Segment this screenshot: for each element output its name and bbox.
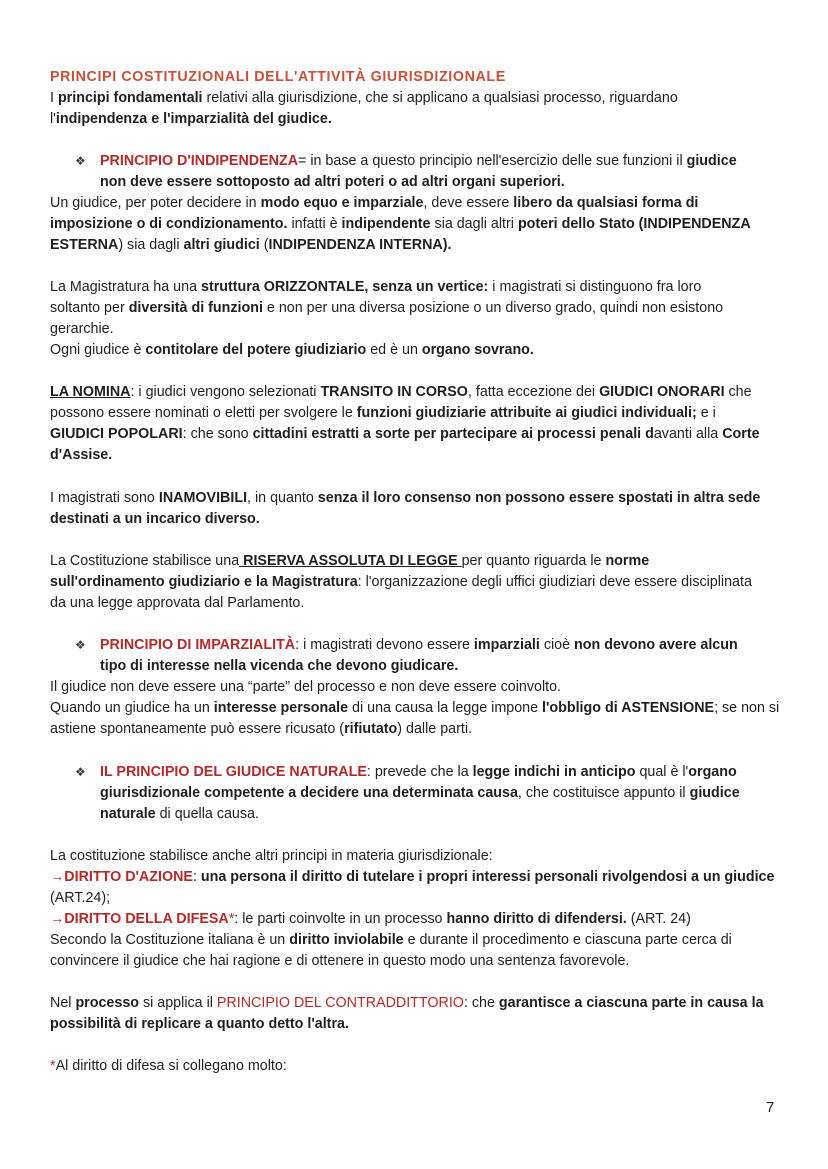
text-bold: INDIPENDENZA INTERNA). <box>268 237 452 253</box>
text: gerarchie. <box>50 321 114 337</box>
text: , in quanto <box>247 490 318 506</box>
naturale-line-3 <box>100 804 259 825</box>
text-bold: interesse personale <box>213 700 349 716</box>
page-number: 7 <box>766 1099 775 1116</box>
imparzialita-para-2 <box>50 698 779 719</box>
text-bold: altri giudici <box>183 237 260 253</box>
text: Quando un giudice ha un <box>50 700 214 716</box>
text: cioè <box>539 637 575 653</box>
nomina-line-3 <box>50 424 760 445</box>
text-bold: una persona il diritto di tutelare i propri interessi personali rivolgendosi a un giudice <box>200 869 775 885</box>
text-bold: processo <box>75 995 140 1011</box>
text: soltanto per <box>50 300 129 316</box>
text-bold: giurisdizionale competente a decidere una determinata causa <box>100 785 518 801</box>
asterisk-mark: * <box>50 1058 56 1074</box>
text-bold: norme <box>605 553 650 569</box>
text-bold: diversità di funzioni <box>128 300 263 316</box>
text: I magistrati sono <box>50 490 159 506</box>
text: possono essere nominati o eletti per svolgere le <box>50 405 357 421</box>
nomina-line-2 <box>50 403 716 424</box>
text-bold: hanno diritto di difendersi. <box>446 911 627 927</box>
text-bold: non deve essere sottoposto ad altri poteri o ad altri organi superiori. <box>100 174 565 190</box>
text-bold: Corte <box>722 426 760 442</box>
text: : l'organizzazione degli uffici giudiziari deve essere disciplinata <box>357 574 752 590</box>
diamond-bullet-icon: ❖ <box>75 154 86 168</box>
principle-heading: PRINCIPIO DI IMPARZIALITÀ <box>100 637 296 653</box>
magistratura-line-4 <box>50 340 534 361</box>
text: convincere il giudice che hai ragione e di ottenere in questo modo una sentenza favorevole. <box>50 953 630 969</box>
magistratura-line-1 <box>50 277 701 298</box>
text: l' <box>50 111 56 127</box>
text: (ART.24); <box>50 890 111 906</box>
nomina-line-1 <box>50 382 752 403</box>
text-bold: contitolare del potere giudiziario <box>145 342 367 358</box>
text-underlined: RISERVA ASSOLUTA DI LEGGE <box>239 553 462 569</box>
text-bold: giudice <box>686 153 737 169</box>
page-title: PRINCIPI COSTITUZIONALI DELL'ATTIVITÀ GIURISDIZIONALE <box>50 69 506 85</box>
text: e i <box>696 405 716 421</box>
text-bold: indipendente <box>341 216 431 232</box>
text: (ART. 24) <box>626 911 691 927</box>
riserva-line-1 <box>50 551 649 572</box>
indipendenza-line-1 <box>100 151 737 172</box>
text-bold: senza il loro consenso non possono essere spostati in altra sede <box>317 490 761 506</box>
text-bold: imparziali <box>473 637 540 653</box>
text: ; se non si <box>714 700 780 716</box>
text-bold: legge indichi in anticipo <box>472 764 636 780</box>
text-bold: garantisce a ciascuna parte in causa la <box>498 995 764 1011</box>
text: di una causa la legge impone <box>348 700 543 716</box>
text: sia dagli altri <box>430 216 518 232</box>
text: , deve essere <box>423 195 514 211</box>
text: e non per una diversa posizione o un diverso grado, quindi non esistono <box>262 300 724 316</box>
diritto-azione-line-1 <box>50 867 774 888</box>
magistratura-line-3 <box>50 319 114 340</box>
inamovibili-line-1 <box>50 488 760 509</box>
text-bold: struttura ORIZZONTALE, senza un vertice: <box>201 279 489 295</box>
text: che <box>724 384 752 400</box>
text: astiene spontaneamente può essere ricusato ( <box>50 721 345 737</box>
nomina-line-4 <box>50 445 112 466</box>
indipendenza-para-3 <box>50 235 451 256</box>
text-bold: organo <box>688 764 737 780</box>
naturale-line-1 <box>100 762 737 783</box>
text-bold: libero da qualsiasi forma di <box>513 195 699 211</box>
magistratura-line-2 <box>50 298 723 319</box>
text-bold: GIUDICI POPOLARI <box>50 426 183 442</box>
text: La Magistratura ha una <box>50 279 202 295</box>
text-bold: naturale <box>100 806 156 822</box>
text: ) sia dagli <box>118 237 184 253</box>
riserva-line-3 <box>50 593 304 614</box>
text-bold: TRANSITO IN CORSO <box>320 384 468 400</box>
contraddittorio-line-1 <box>50 993 764 1014</box>
text: = in base a questo principio nell'esercizio delle sue funzioni il <box>298 153 687 169</box>
text-bold: d'Assise. <box>50 447 113 463</box>
indipendenza-line-2 <box>100 172 565 193</box>
text: Secondo la Costituzione italiana è un <box>50 932 290 948</box>
text: e durante il procedimento e ciascuna parte cerca di <box>403 932 732 948</box>
text: avanti alla <box>653 426 723 442</box>
text: ed è un <box>366 342 422 358</box>
text-bold: non devono avere alcun <box>574 637 738 653</box>
riserva-line-2 <box>50 572 752 593</box>
diamond-bullet-icon: ❖ <box>75 638 86 652</box>
text: : le parti coinvolte in un processo <box>234 911 447 927</box>
text-bold: rifiutato <box>344 721 398 737</box>
text-bold: diritto inviolabile <box>289 932 404 948</box>
diritto-difesa-line <box>50 909 691 930</box>
text-bold: principi fondamentali <box>57 90 203 106</box>
text-bold: poteri dello Stato (INDIPENDENZA <box>517 216 751 232</box>
text: I <box>50 90 58 106</box>
text: , fatta eccezione dei <box>467 384 600 400</box>
text: La costituzione stabilisce anche altri principi in materia giurisdizionale: <box>50 848 493 864</box>
text-bold: cittadini estratti a sorte per partecipare ai processi penali d <box>252 426 654 442</box>
text-bold: l'obbligo di ASTENSIONE <box>542 700 715 716</box>
text: : prevede che la <box>366 764 473 780</box>
text-bold: funzioni giudiziarie attribuite ai giudici individuali; <box>356 405 697 421</box>
text: per quanto riguarda le <box>461 553 606 569</box>
text: infatti è <box>287 216 342 232</box>
text: : i magistrati devono essere <box>295 637 474 653</box>
imparzialita-para-1 <box>50 677 561 698</box>
contraddittorio-line-2 <box>50 1014 349 1035</box>
text: relativi alla giurisdizione, che si applicano a qualsiasi processo, riguardano <box>202 90 678 106</box>
text: i magistrati si distinguono fra loro <box>488 279 702 295</box>
imparzialita-line-2 <box>100 656 458 677</box>
text-bold: modo equo e imparziale <box>260 195 424 211</box>
nomina-heading: LA NOMINA <box>50 384 131 400</box>
text-bold: GIUDICI ONORARI <box>599 384 725 400</box>
imparzialita-para-3 <box>50 719 472 740</box>
difesa-para-2 <box>50 951 629 972</box>
text: Nel <box>50 995 76 1011</box>
text: ) dalle parti. <box>397 721 472 737</box>
principle-heading: IL PRINCIPIO DEL GIUDICE NATURALE <box>100 764 367 780</box>
intro-line-2 <box>50 109 332 130</box>
text-bold: indipendenza e l'imparzialità del giudice. <box>55 111 332 127</box>
intro-line-1 <box>50 88 678 109</box>
text: qual è l' <box>635 764 689 780</box>
text-bold: ESTERNA <box>50 237 119 253</box>
text-bold: imposizione o di condizionamento. <box>50 216 288 232</box>
text: : <box>192 869 201 885</box>
naturale-line-2 <box>100 783 740 804</box>
text: Un giudice, per poter decidere in <box>50 195 261 211</box>
text: : che sono <box>182 426 253 442</box>
diamond-bullet-icon: ❖ <box>75 765 86 779</box>
imparzialita-line-1 <box>100 635 738 656</box>
text-bold: giudice <box>689 785 740 801</box>
text: Ogni giudice è <box>50 342 146 358</box>
asterisk-mark: * <box>228 911 235 927</box>
text-bold: INAMOVIBILI <box>158 490 248 506</box>
text-bold: sull'ordinamento giudiziario e la Magistratura <box>50 574 358 590</box>
text-bold: possibilità di replicare a quanto detto l'altra. <box>50 1016 349 1032</box>
text: , che costituisce appunto il <box>517 785 690 801</box>
text-bold: tipo di interesse nella vicenda che devono giudicare. <box>100 658 459 674</box>
contraddittorio-heading: PRINCIPIO DEL CONTRADDITTORIO <box>216 995 464 1011</box>
text: ( <box>259 237 269 253</box>
text-bold: destinati a un incarico diverso. <box>50 511 260 527</box>
diritto-azione-heading: →DIRITTO D'AZIONE <box>50 869 193 885</box>
altri-intro <box>50 846 493 867</box>
difesa-para-1 <box>50 930 732 951</box>
text: : i giudici vengono selezionati <box>130 384 321 400</box>
text: : che <box>463 995 499 1011</box>
text: La Costituzione stabilisce una <box>50 553 240 569</box>
indipendenza-para-2 <box>50 214 751 235</box>
diritto-azione-line-2 <box>50 888 110 909</box>
indipendenza-para-1 <box>50 193 698 214</box>
footnote-line <box>50 1056 287 1077</box>
principle-heading: PRINCIPIO D'INDIPENDENZA <box>100 153 299 169</box>
text: si applica il <box>139 995 217 1011</box>
text: da una legge approvata dal Parlamento. <box>50 595 305 611</box>
text-bold: organo sovrano. <box>421 342 534 358</box>
text: Il giudice non deve essere una “parte” del processo e non deve essere coinvolto. <box>50 679 562 695</box>
inamovibili-line-2 <box>50 509 260 530</box>
text: Al diritto di difesa si collegano molto: <box>55 1058 287 1074</box>
text: di quella causa. <box>155 806 259 822</box>
diritto-difesa-heading: →DIRITTO DELLA DIFESA <box>50 911 229 927</box>
